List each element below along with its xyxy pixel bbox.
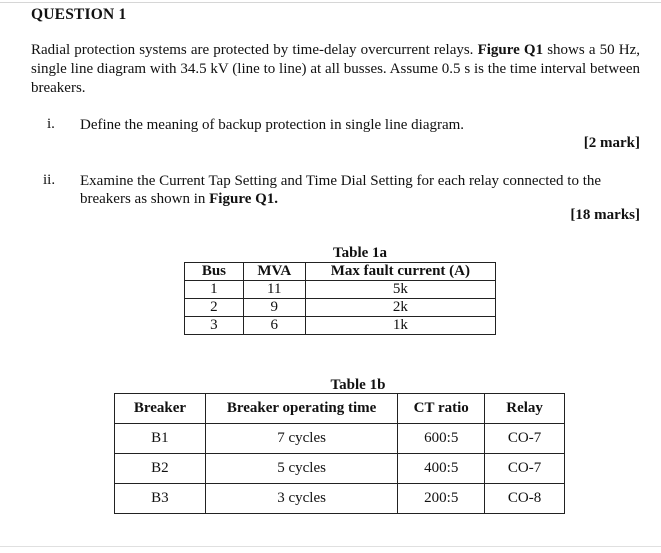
q2-text-body: Examine the Current Tap Setting and Time Dial Setting for each relay connected to the breakers as shown in <box>80 173 602 207</box>
table-cell: B2 <box>115 454 206 484</box>
table-cell: 5k <box>305 281 495 299</box>
table1a-header-fault: Max fault current (A) <box>305 263 495 281</box>
table-cell: 1 <box>185 281 244 299</box>
intro-text-1: Radial protection systems are protected by time-delay overcurrent relays. <box>31 42 478 58</box>
table1b-header-relay: Relay <box>485 394 565 424</box>
table-cell: 5 cycles <box>205 454 398 484</box>
table-cell: CO-8 <box>485 484 565 514</box>
table-row <box>115 454 565 484</box>
table1b-header-row <box>115 394 565 424</box>
q2-marks: [18 marks] <box>570 207 640 223</box>
table-cell: 400:5 <box>398 454 485 484</box>
q1-text: Define the meaning of backup protection in single line diagram. <box>80 117 465 133</box>
table1b-header-operating-time: Breaker operating time <box>205 394 398 424</box>
table-cell: 2k <box>305 299 495 317</box>
table-1b <box>114 393 565 514</box>
table-row <box>185 299 496 317</box>
question-heading: QUESTION 1 <box>31 6 127 23</box>
q2-number: ii. <box>43 172 56 188</box>
table-cell: 11 <box>243 281 305 299</box>
table-cell: 6 <box>243 317 305 335</box>
q2-figure-reference: Figure Q1. <box>209 191 279 207</box>
table-cell: CO-7 <box>485 424 565 454</box>
table1a-caption: Table 1a <box>332 245 388 261</box>
table1b-header-breaker: Breaker <box>115 394 206 424</box>
table-cell: 7 cycles <box>205 424 398 454</box>
figure-reference: Figure Q1 <box>477 42 544 58</box>
table-cell: 2 <box>185 299 244 317</box>
intro-paragraph <box>31 41 640 98</box>
table-cell: CO-7 <box>485 454 565 484</box>
table1a-header-bus: Bus <box>185 263 244 281</box>
table1a-header-mva: MVA <box>243 263 305 281</box>
table-cell: 9 <box>243 299 305 317</box>
bottom-divider <box>0 546 661 547</box>
table-cell: B1 <box>115 424 206 454</box>
table1b-caption: Table 1b <box>330 377 386 393</box>
q2-text <box>80 172 640 208</box>
table-cell: B3 <box>115 484 206 514</box>
intro-text-2: shows a 50 Hz, single line diagram with 34.5 kV (line to line) at all busses. Assume 0.5 s is the time interval between breakers. <box>31 42 640 96</box>
table-row <box>115 424 565 454</box>
top-divider <box>0 2 661 3</box>
table1a-header-row <box>185 263 496 281</box>
table-row <box>185 281 496 299</box>
table-cell: 3 <box>185 317 244 335</box>
table1b-header-ct-ratio: CT ratio <box>398 394 485 424</box>
q1-number: i. <box>47 116 55 132</box>
table-row <box>185 317 496 335</box>
table-cell: 600:5 <box>398 424 485 454</box>
table-1a <box>184 262 496 335</box>
table-row <box>115 484 565 514</box>
table-cell: 200:5 <box>398 484 485 514</box>
table-cell: 3 cycles <box>205 484 398 514</box>
q1-marks: [2 mark] <box>583 135 640 151</box>
table-cell: 1k <box>305 317 495 335</box>
